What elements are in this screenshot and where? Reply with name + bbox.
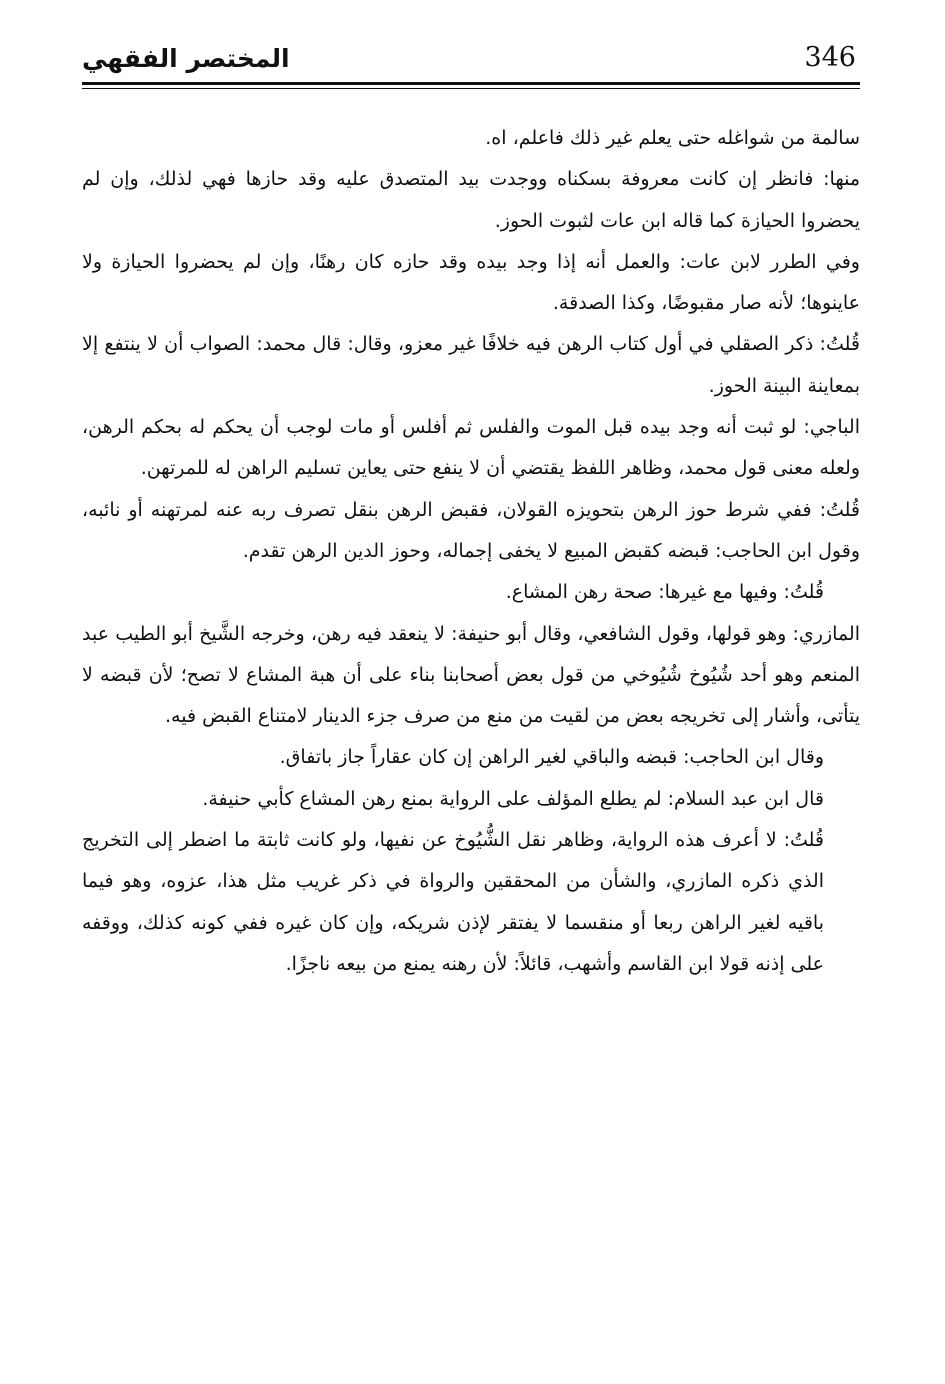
paragraph: وقال ابن الحاجب: قبضه والباقي لغير الراهن إن كان عقاراً جاز باتفاق. xyxy=(279,746,824,769)
paragraph: المازري: وهو قولها، وقول الشافعي، وقال أبو حنيفة: لا ينعقد فيه رهن، وخرجه الشَّيخ أبو الطيب عبد المنعم وهو أحد شُيُوخ شُيُوخي من قول بعض أصحابنا بناء على أن هبة المشاع لا تصح؛ لأن قبضه لا يتأتى، وأشار إلى تخريجه بعض من لقيت من منع من صرف جزء الدينار لامتناع القبض فيه. xyxy=(82,622,860,728)
paragraph: وفي الطرر لابن عات: والعمل أنه إذا وجد بيده وقد حازه كان رهنًا، وإن لم يحضروا الحيازة ولا عاينوها؛ لأنه صار مقبوضًا، وكذا الصدقة. xyxy=(82,250,860,315)
paragraph: منها: فانظر إن كانت معروفة بسكناه ووجدت بيد المتصدق عليه وقد حازها فهي لذلك، وإن لم يحضروا الحيازة كما قاله ابن عات لثبوت الحوز. xyxy=(82,168,860,232)
paragraph: الباجي: لو ثبت أنه وجد بيده قبل الموت والفلس ثم أفلس أو مات لوجب أن يحكم له بحكم الرهن، ولعله معنى قول محمد، وظاهر اللفظ يقتضي أن لا ينفع حتى يعاين تسليم الراهن له للمرتهن. xyxy=(82,416,860,480)
paragraph: قال ابن عبد السلام: لم يطلع المؤلف على الرواية بمنع رهن المشاع كأبي حنيفة. xyxy=(202,787,824,810)
paragraph: قُلتُ: لا أعرف هذه الرواية، وظاهر نقل الشُّيُوخ عن نفيها، ولو كانت ثابتة ما اضطر إلى التخريج الذي ذكره المازري، والشأن من المحققين والرواة في ذكر غريب مثل هذا، عزوه، وهو فيما باقيه لغير الراهن ربعا أو منقسما لا يفتقر لإذن شريكه، وإن كان غيره ففي كونه كذلك، ووقفه على إذنه قولا ابن القاسم وأشهب، قائلاً: لأن رهنه يمنع من بيعه ناجزًا. xyxy=(82,829,824,975)
body-text xyxy=(82,118,860,985)
page-header xyxy=(82,36,860,96)
page-number: 346 xyxy=(804,42,856,73)
paragraph: قُلتُ: ذكر الصقلي في أول كتاب الرهن فيه خلافًا غير معزو، وقال: قال محمد: الصواب أن لا ينتفع إلا بمعاينة البينة الحوز. xyxy=(82,333,860,397)
paragraph: قُلتُ: ففي شرط حوز الرهن بتحويزه القولان، فقبض الرهن بنقل تصرف ربه عنه لمرتهنه أو نائبه، وقول ابن الحاجب: قبضه كقبض المبيع لا يخفى إجماله، وحوز الدين الرهن تقدم. xyxy=(82,498,860,562)
paragraph: قُلتُ: وفيها مع غيرها: صحة رهن المشاع. xyxy=(505,581,824,604)
header-rule-thick xyxy=(82,82,860,85)
header-rule-thin xyxy=(82,88,860,89)
running-title: المختصر الفقهي xyxy=(82,44,290,73)
paragraph: سالمة من شواغله حتى يعلم غير ذلك فاعلم، اه. xyxy=(485,127,860,149)
